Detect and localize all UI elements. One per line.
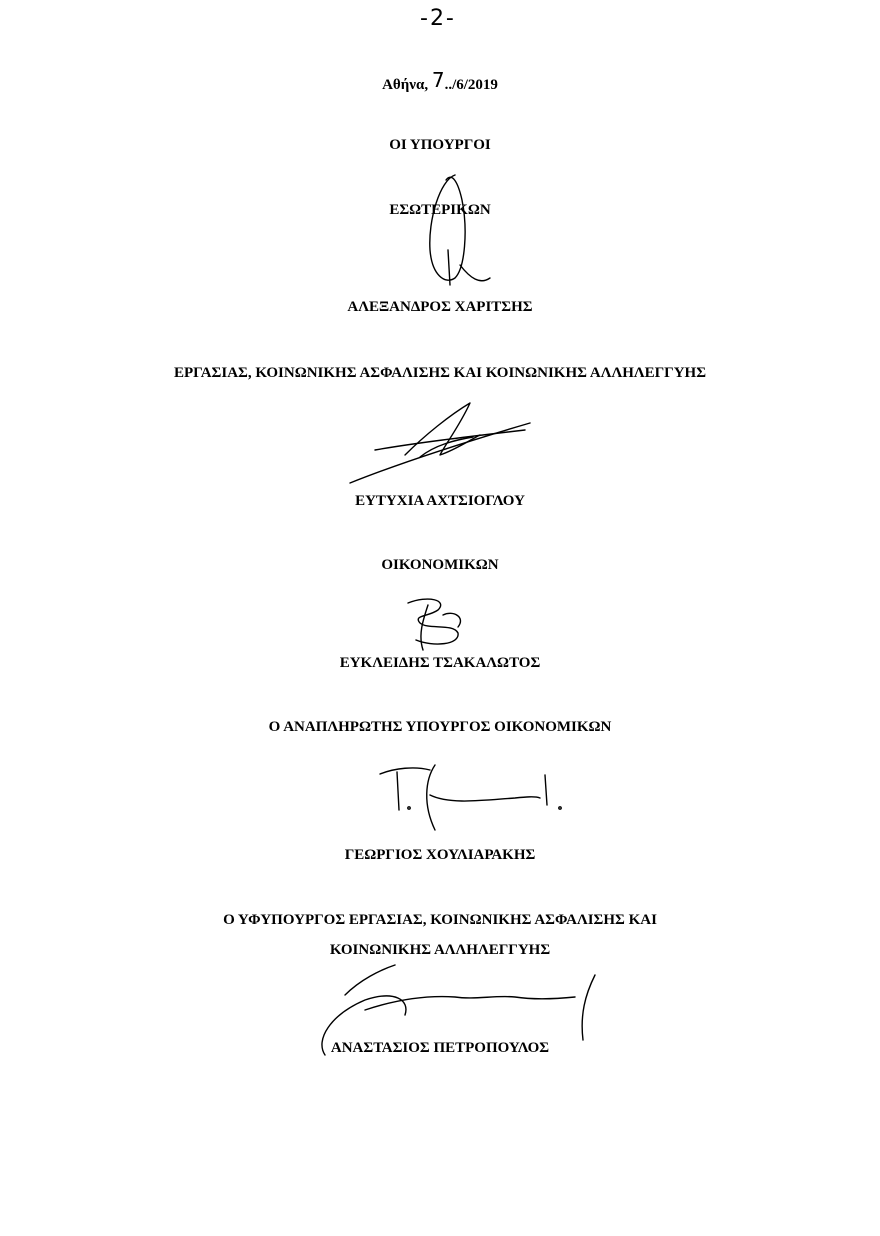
date-prefix: Αθήνα, (382, 77, 432, 93)
signature-tsakalotos (398, 595, 488, 660)
name-tsakalotos: ΕΥΚΛΕΙΔΗΣ ΤΣΑΚΑΛΩΤΟΣ (339, 655, 541, 671)
ministry-labour: ΕΡΓΑΣΙΑΣ, ΚΟΙΝΩΝΙΚΗΣ ΑΣΦΑΛΙΣΗΣ ΚΑΙ ΚΟΙΝΩΝΙΚΗΣ ΑΛΛΗΛΕΓΓΥΗΣ (173, 365, 707, 381)
date-suffix: ../6/2019 (444, 77, 498, 93)
name-chouliarakis: ΓΕΩΡΓΙΟΣ ΧΟΥΛΙΑΡΑΚΗΣ (344, 847, 536, 863)
deputy-minister-labour-line2: ΚΟΙΝΩΝΙΚΗΣ ΑΛΛΗΛΕΓΓΥΗΣ (329, 942, 551, 958)
signature-charitsis (400, 160, 520, 290)
name-charitsis: ΑΛΕΞΑΝΔΡΟΣ ΧΑΡΙΤΣΗΣ (347, 299, 533, 315)
date-line (0, 68, 880, 95)
date-day-handwritten: 7 (431, 68, 445, 92)
signature-achtsioglou (345, 395, 545, 490)
ministry-interior: ΕΣΩΤΕΡΙΚΩΝ (389, 202, 491, 218)
page-number: -2- (420, 6, 456, 31)
signature-chouliarakis (375, 760, 575, 840)
ministry-finance: ΟΙΚΟΝΟΜΙΚΩΝ (381, 557, 499, 573)
deputy-minister-finance: Ο ΑΝΑΠΛΗΡΩΤΗΣ ΥΠΟΥΡΓΟΣ ΟΙΚΟΝΟΜΙΚΩΝ (268, 719, 612, 735)
name-achtsioglou: ΕΥΤΥΧΙΑ ΑΧΤΣΙΟΓΛΟΥ (355, 493, 525, 509)
deputy-minister-labour-line1: Ο ΥΦΥΠΟΥΡΓΟΣ ΕΡΓΑΣΙΑΣ, ΚΟΙΝΩΝΙΚΗΣ ΑΣΦΑΛΙΣΗΣ ΚΑΙ (223, 912, 657, 928)
ministers-heading: ΟΙ ΥΠΟΥΡΓΟΙ (389, 137, 491, 153)
name-petropoulos: ΑΝΑΣΤΑΣΙΟΣ ΠΕΤΡΟΠΟΥΛΟΣ (330, 1040, 550, 1056)
